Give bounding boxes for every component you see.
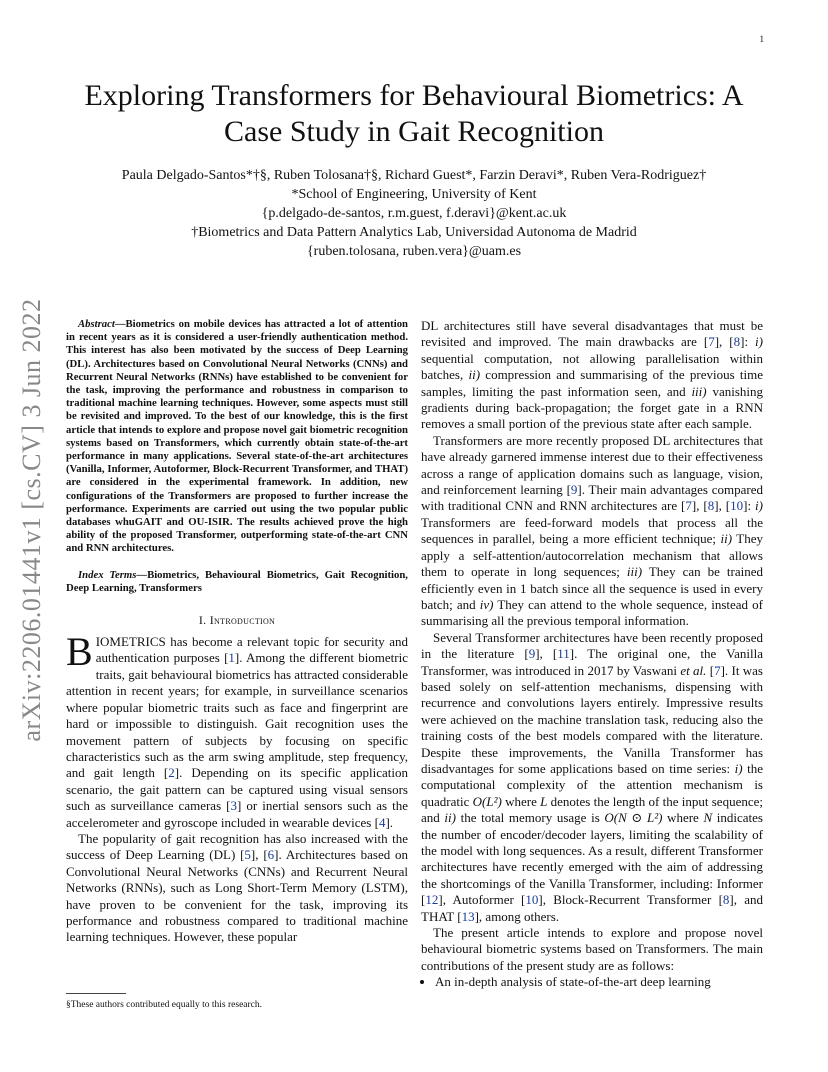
affiliation-madrid: †Biometrics and Data Pattern Analytics Lab, Universidad Autonoma de Madrid bbox=[191, 225, 637, 240]
right-paragraph-3: Several Transformer architectures have been recently proposed in the literature [ 9 ] , [ 11 ] . The original one, the Vanilla Transformer, was introduced in 2017 by Vaswani et al. [ 7 ] . It was based solely on self-attention mechanisms, dispensing with recurrence and convolutions layers entirely. Impressive results were achieved on the machine translation task, reducing also the training costs of the best models compared with the literature. Despite these improvements, the Vanilla Transformer has disadvantages for some applications based on time series: i) the computational complexity of the attention mechanism is quadratic O(L²) where L denotes the length of the input sequence; and ii) the total memory usage is O(N ⊙ L²) where N indicates the number of encoder/decoder layers, limiting the scalability of the model with long sequences. As a result, different Transformer architectures have recently emerged with the aim of addressing the shortcomings of the Vanilla Transformer, including: Informer [ 12 ] , Autoformer [ 10 ] , Block-Recurrent Transformer [ 8 ] , and THAT [ 13 ] , among others. bbox=[421, 630, 763, 925]
citation-link[interactable]: [ 7 ] bbox=[710, 663, 725, 678]
citation-link[interactable]: [ 11 ] bbox=[553, 646, 574, 661]
arxiv-stamp: arXiv:2206.01441v1 [cs.CV] 3 Jun 2022 bbox=[17, 298, 46, 742]
citation-link[interactable]: [ 7 ] bbox=[681, 498, 696, 513]
abstract-text: —Biometrics on mobile devices has attracted a lot of attention in recent years as it is considered a user-friendly authentication method. This interest has also been motivated by the success of Deep Learning (DL). Architectures based on Convolutional Neural Networks (CNNs) and Recurrent Neural Networks (RNNs) have established to be convenient for the task, improving the performance and robustness in comparison to traditional machine learning techniques. However, some aspects must still be revisited and improved. To the best of our knowledge, this is the first article that intends to explore and propose novel gait biometric recognition systems based on Transformers, which currently obtain state-of-the-art performance in many applications. Several state-of-the-art architectures (Vanilla, Informer, Autoformer, Block-Recurrent Transformer, and THAT) are considered in the experimental framework. In addition, new configurations of the Transformers are proposed to further increase the performance. Experiments are carried out using the two popular public databases whuGAIT and OU-ISIR. The results achieved prove the high ability of the proposed Transformer, outperforming state-of-the-art CNN and RNN architectures. bbox=[66, 318, 408, 555]
page-number: 1 bbox=[759, 34, 764, 44]
email-madrid: {ruben.tolosana, ruben.vera}@uam.es bbox=[306, 244, 522, 259]
citation-link[interactable]: [ 4 ] bbox=[375, 815, 390, 830]
abstract bbox=[66, 318, 408, 556]
citation-link[interactable]: [ 10 ] bbox=[521, 892, 543, 907]
intro-paragraph-2: The popularity of gait recognition has also increased with the success of Deep Learning (DL) [ 5 ] , [ 6 ] . Architectures based on Convolutional Neural Networks (CNNs) and Recurrent Neural Networks (RNNs), such as Long Short-Term Memory (LSTM), have proven to be convenient for the task, improving its performance and robustness compared to traditional machine learning techniques. However, these popular bbox=[66, 831, 408, 946]
citation-link[interactable]: [ 10 ] bbox=[726, 498, 748, 513]
index-terms bbox=[66, 569, 408, 595]
section-heading: I. Introduction bbox=[198, 613, 276, 628]
math-expression: O(N ⊙ L²) bbox=[604, 810, 663, 826]
index-terms-text: —Biometrics, Behavioural Biometrics, Gait Recognition, Deep Learning, Transformers bbox=[66, 568, 408, 594]
math-expression: N bbox=[703, 810, 713, 826]
right-paragraph-2: Transformers are more recently proposed DL architectures that have already garnered immense interest due to their effectiveness across a range of application domains such as language, vision, and reinforcement learning [ 9 ] . Their main advantages compared with traditional CNN and RNN architectures are [ 7 ] , [ 8 ] , [ 10 ] : i) Transformers are feed-forward models that process all the sequences in parallel, being a more efficient technique; ii) They apply a self-attention/autocorrelation mechanism that allows them to operate in long sequences; iii) They can be trained efficiently even in 1 batch since all the sequence is used in every batch; and iv) They can attend to the whole sequence, instead of summarising all the previous temporal information. bbox=[421, 433, 763, 630]
author-names: Paula Delgado-Santos*†§, Ruben Tolosana†§, Richard Guest*, Farzin Deravi*, Ruben Vera-Rodriguez† bbox=[121, 168, 707, 183]
citation-link[interactable]: [ 5 ] bbox=[240, 847, 255, 862]
citation-link[interactable]: [ 12 ] bbox=[421, 892, 443, 907]
math-expression: L bbox=[540, 793, 548, 809]
index-terms-label: Index Terms bbox=[78, 568, 137, 581]
abstract-label: Abstract bbox=[78, 318, 115, 330]
left-column bbox=[66, 318, 408, 946]
right-paragraph-4: The present article intends to explore and propose novel behavioural biometric systems based on Transformers. The main contributions of the present study are as follows: bbox=[421, 925, 763, 973]
citation-link[interactable]: [ 8 ] bbox=[703, 498, 718, 513]
math-expression: O(L²) bbox=[472, 793, 502, 809]
right-paragraph-1: DL architectures still have several disadvantages that must be revisited and improved. The main drawbacks are [ 7 ] , [ 8 ] : i) sequential computation, not allowing parallelisation within batches, ii) compression and summarising of the previous time samples, limiting the past information seen, and iii) vanishing gradients during back-propagation; the forget gate in a RNN removes a small portion of the previous state after each sample. bbox=[421, 318, 763, 433]
citation-link[interactable]: [ 6 ] bbox=[263, 847, 278, 862]
footnote-rule bbox=[66, 993, 126, 994]
citation-link[interactable]: [ 8 ] bbox=[719, 892, 734, 907]
citation-link[interactable]: [ 1 ] bbox=[224, 650, 239, 665]
author-block bbox=[60, 166, 768, 261]
citation-link[interactable]: [ 13 ] bbox=[457, 909, 479, 924]
citation-link[interactable]: [ 2 ] bbox=[164, 765, 179, 780]
citation-link[interactable]: [ 7 ] bbox=[704, 334, 719, 349]
drop-cap: B bbox=[66, 629, 93, 675]
arxiv-stamp-strip bbox=[10, 0, 54, 1072]
citation-link[interactable]: [ 9 ] bbox=[524, 646, 539, 661]
right-column bbox=[421, 318, 763, 991]
paper-title: Exploring Transformers for Behavioural Biometrics: A Case Study in Gait Recognition bbox=[84, 79, 744, 148]
contributions-list bbox=[421, 974, 763, 990]
citation-link[interactable]: [ 3 ] bbox=[226, 798, 241, 813]
affiliation-kent: *School of Engineering, University of Kent bbox=[291, 187, 537, 202]
intro-paragraph-1: BIOMETRICS has become a relevant topic for security and authentication purposes [ 1 ] . Among the different biometric traits, gait behavioural biometrics has attracted considerable attention in recent years; for example, in surveillance scenarios where popular biometric traits such as face and fingerprint are hard or impossible to distinguish. Gait recognition uses the movement pattern of subjects by focusing on specific characteristics such as the arm swing amplitude, step frequency, and gait length [ 2 ] . Depending on its specific application scenario, the gait pattern can be captured using visual sensors such as surveillance cameras [ 3 ] or inertial sensors such as the accelerometer and gyroscope included in wearable devices [ 4 ] . bbox=[66, 634, 408, 831]
citation-link[interactable]: [ 9 ] bbox=[567, 482, 582, 497]
email-kent: {p.delgado-de-santos, r.m.guest, f.deravi}@kent.ac.uk bbox=[261, 206, 567, 221]
list-item: • An in-depth analysis of state-of-the-art deep learning bbox=[435, 974, 763, 990]
citation-link[interactable]: [ 8 ] bbox=[729, 334, 744, 349]
footnote: §These authors contributed equally to this research. bbox=[66, 1000, 263, 1010]
